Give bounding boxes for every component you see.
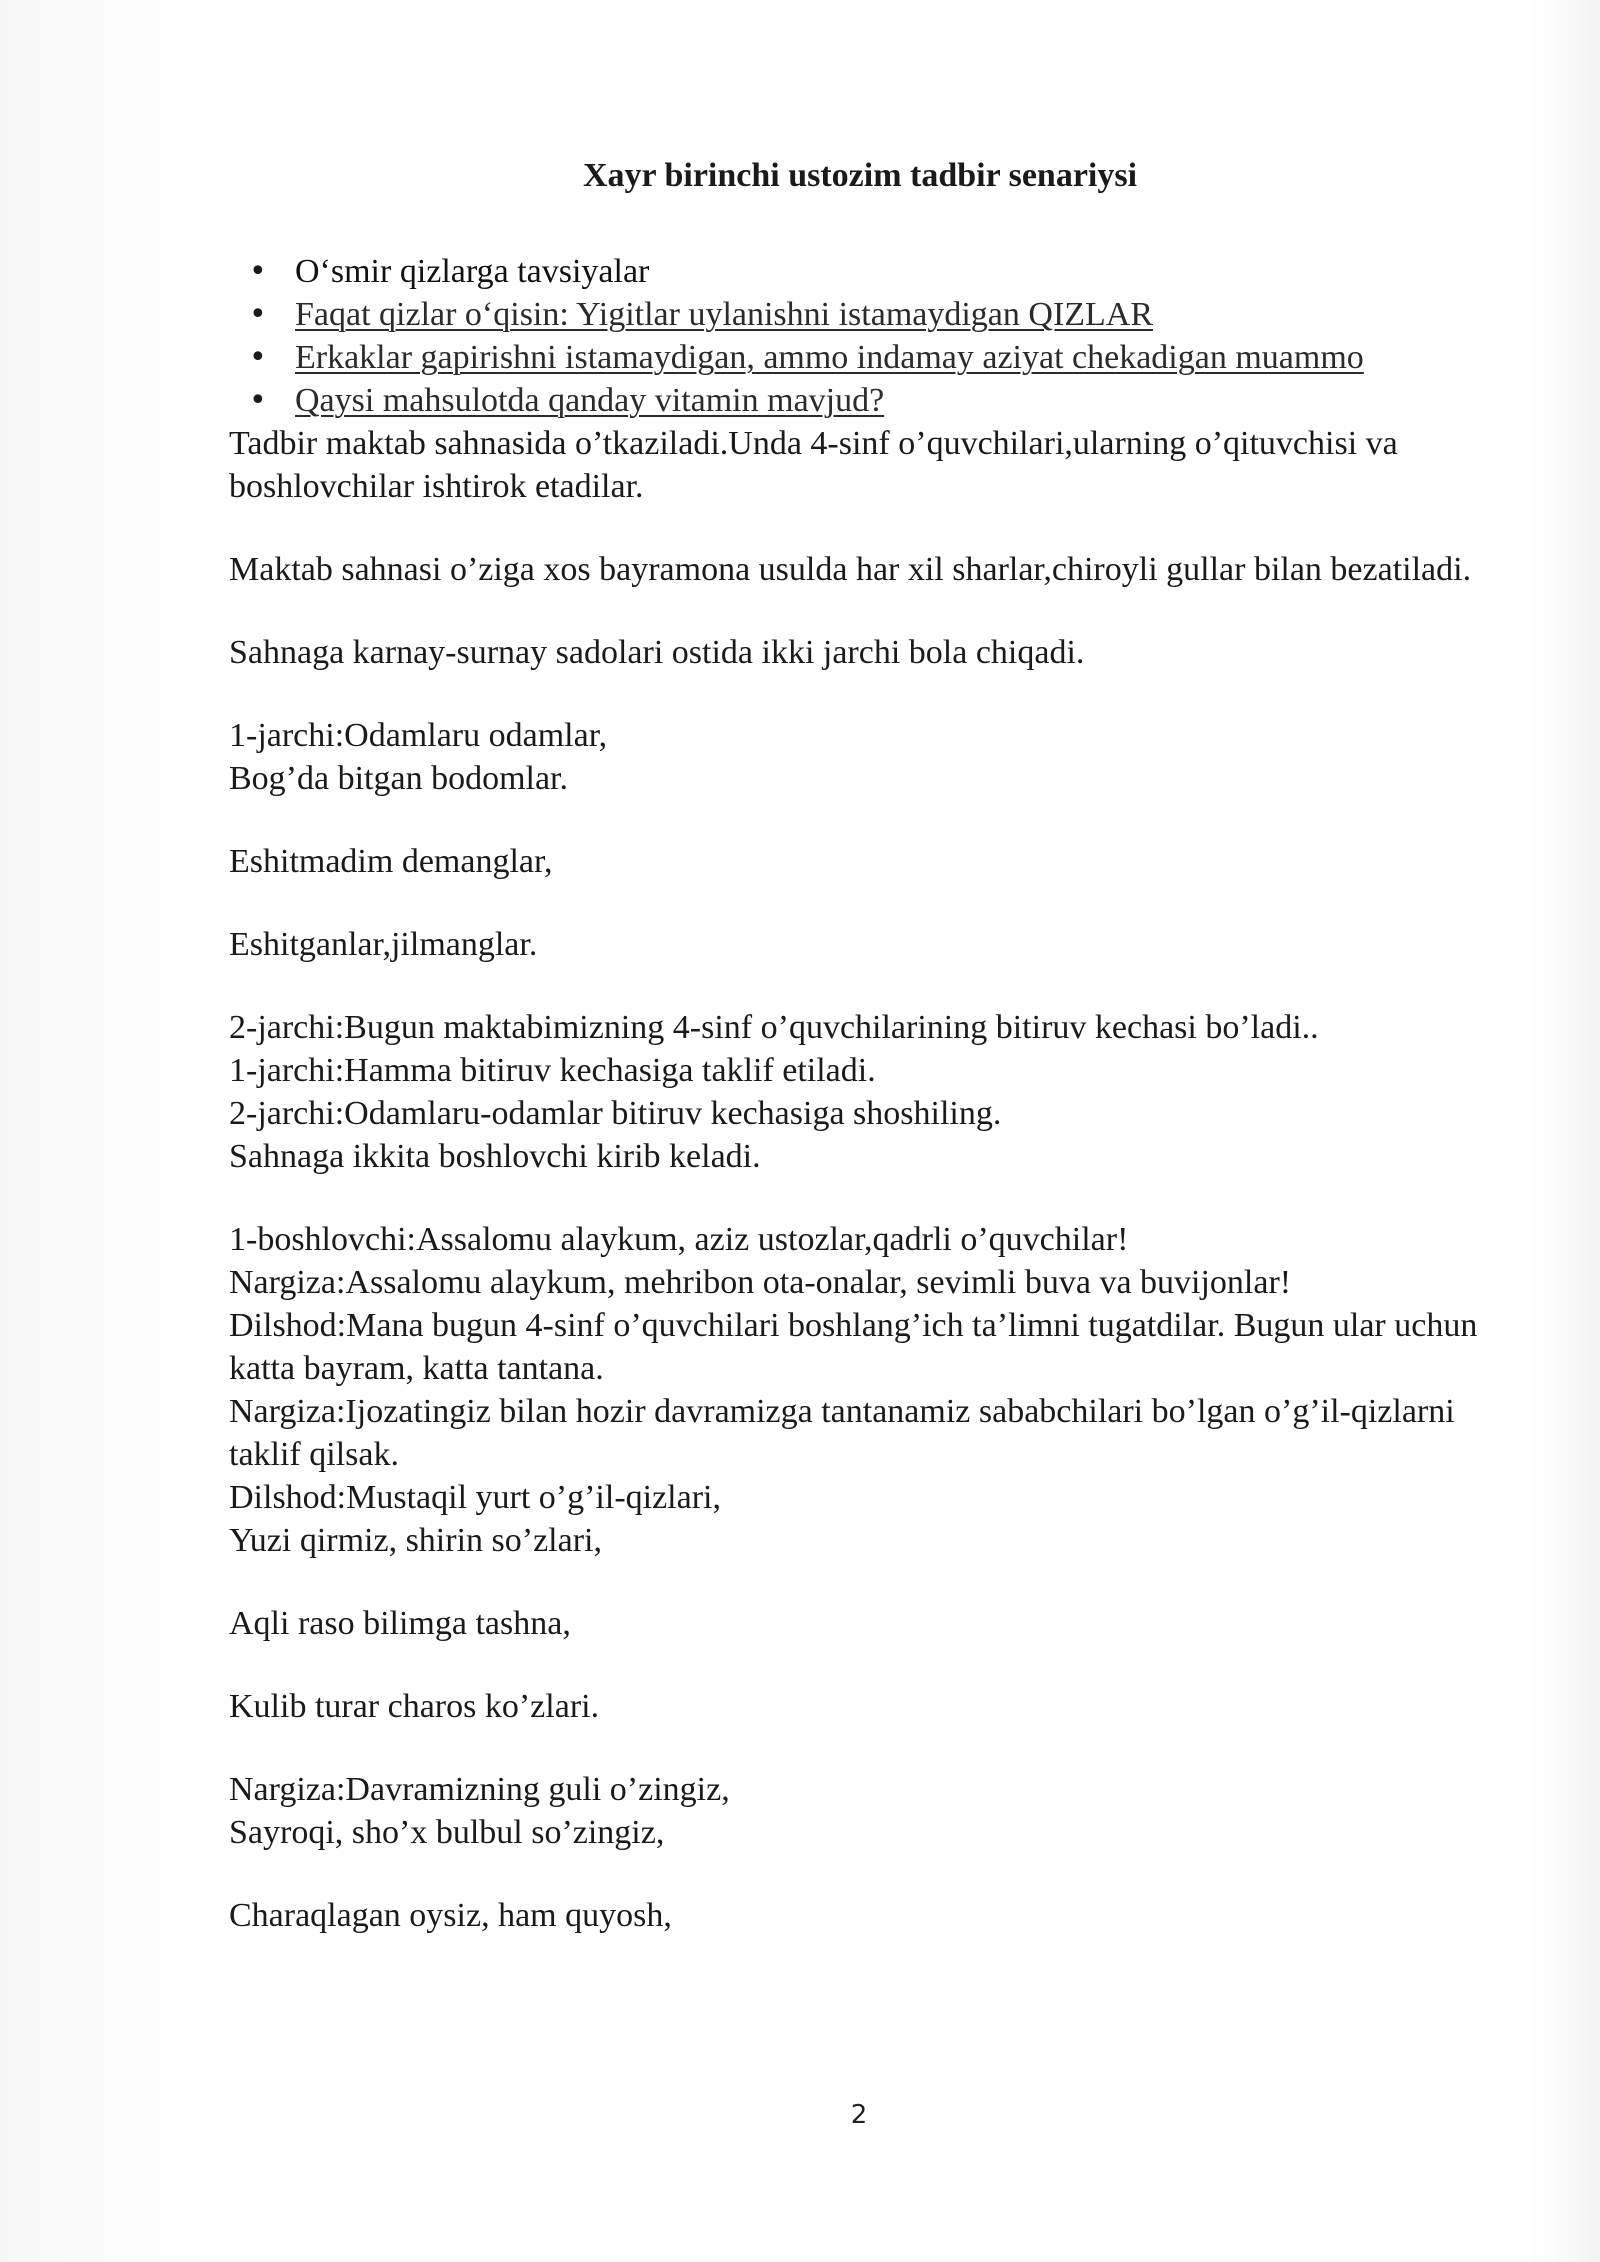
page-shadow-right — [1530, 0, 1600, 2262]
page-shadow-left — [0, 0, 205, 2262]
related-link-text[interactable]: Faqat qizlar o‘qisin: Yigitlar uylanishni istamaydigan QIZLAR — [295, 296, 1154, 333]
paragraph: Tadbir maktab sahnasida o’tkaziladi.Unda 4-sinf o’quvchilari,ularning o’qituvchisi va boshlovchilar ishtirok etadilar. — [229, 425, 1398, 505]
paragraph: 1-boshlovchi:Assalomu alaykum, aziz ustozlar,qadrli o’quvchilar! — [229, 1221, 1129, 1258]
paragraph: 1-jarchi:Hamma bitiruv kechasiga taklif etiladi. — [229, 1052, 876, 1089]
paragraph: Dilshod:Mana bugun 4-sinf o’quvchilari boshlang’ich ta’limni tugatdilar. Bugun ular uchun katta bayram, katta tantana. — [229, 1307, 1478, 1387]
related-link-text[interactable]: Erkaklar gapirishni istamaydigan, ammo indamay aziyat chekadigan muammo — [295, 339, 1364, 376]
list-item-text: O‘smir qizlarga tavsiyalar — [295, 253, 650, 290]
document-title: Xayr birinchi ustozim tadbir senariysi — [582, 157, 1138, 194]
document-body — [229, 422, 1529, 1937]
bullet-icon: • — [249, 297, 267, 332]
page-content — [229, 150, 1529, 1937]
paragraph: Sahnaga karnay-surnay sadolari ostida ikki jarchi bola chiqadi. — [229, 634, 1085, 671]
bullet-icon: • — [249, 254, 267, 289]
paragraph: 2-jarchi:Odamlaru-odamlar bitiruv kechasiga shoshiling. — [229, 1095, 1002, 1132]
list-item — [199, 250, 1529, 293]
related-link-text[interactable]: Qaysi mahsulotda qanday vitamin mavjud? — [295, 382, 885, 419]
paragraph: Nargiza:Assalomu alaykum, mehribon ota-onalar, sevimli buva va buvijonlar! — [229, 1264, 1292, 1301]
bullet-icon: • — [249, 340, 267, 375]
bullet-icon: • — [249, 383, 267, 418]
page-number: 2 — [850, 2100, 868, 2130]
related-link[interactable] — [199, 379, 1529, 422]
paragraph: Nargiza:Davramizning guli o’zingiz, — [229, 1771, 730, 1808]
paragraph: 1-jarchi:Odamlaru odamlar, — [229, 717, 608, 754]
paragraph: Bog’da bitgan bodomlar. — [229, 760, 569, 797]
paragraph: Aqli raso bilimga tashna, — [229, 1605, 571, 1642]
paragraph: Kulib turar charos ko’zlari. — [229, 1688, 600, 1725]
paragraph: Maktab sahnasi o’ziga xos bayramona usulda har xil sharlar,chiroyli gullar bilan bezatiladi. — [229, 551, 1472, 588]
paragraph: Charaqlagan oysiz, ham quyosh, — [229, 1897, 672, 1934]
paragraph: Sayroqi, sho’x bulbul so’zingiz, — [229, 1814, 665, 1851]
paragraph: Dilshod:Mustaqil yurt o’g’il-qizlari, — [229, 1479, 721, 1516]
paragraph: Nargiza:Ijozatingiz bilan hozir davramizga tantanamiz sababchilari bo’lgan o’g’il-qizlarni taklif qilsak. — [229, 1393, 1455, 1473]
paragraph: Yuzi qirmiz, shirin so’zlari, — [229, 1522, 602, 1559]
related-link[interactable] — [199, 336, 1529, 379]
related-links-list — [229, 250, 1529, 422]
paragraph: Sahnaga ikkita boshlovchi kirib keladi. — [229, 1138, 761, 1175]
paragraph: Eshitmadim demanglar, — [229, 843, 553, 880]
related-link[interactable] — [199, 293, 1529, 336]
paragraph: 2-jarchi:Bugun maktabimizning 4-sinf o’quvchilarining bitiruv kechasi bo’ladi.. — [229, 1009, 1319, 1046]
paragraph: Eshitganlar,jilmanglar. — [229, 926, 538, 963]
